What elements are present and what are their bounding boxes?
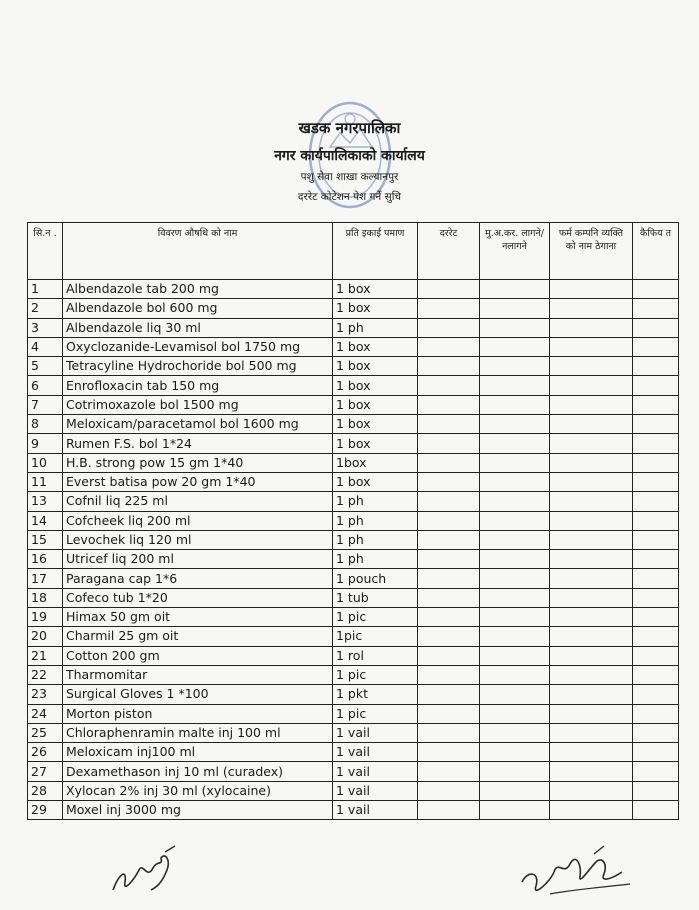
firm-cell [550, 588, 633, 607]
table-row [28, 434, 679, 453]
unit-cell: 1 box [333, 376, 418, 395]
rate-cell [418, 453, 480, 472]
table-row [28, 376, 679, 395]
table-row [28, 743, 679, 762]
rate-cell [418, 434, 480, 453]
col-unit-header: प्रति इकाई पमाण [333, 223, 418, 280]
rate-cell [418, 743, 480, 762]
remarks-cell [633, 801, 679, 820]
serial-cell: 21 [28, 646, 63, 665]
col-description-header: विवरण औषधि को नाम [63, 223, 333, 280]
rate-cell [418, 280, 480, 299]
remarks-cell [633, 357, 679, 376]
rate-cell [418, 395, 480, 414]
remarks-cell [633, 299, 679, 318]
signature-right-icon [510, 842, 640, 910]
vat-cell [480, 569, 550, 588]
table-row [28, 453, 679, 472]
rate-cell [418, 337, 480, 356]
item-name-cell: Tharmomitar [63, 665, 333, 684]
serial-cell: 11 [28, 472, 63, 491]
remarks-cell [633, 511, 679, 530]
item-name-cell: Cotrimoxazole bol 1500 mg [63, 395, 333, 414]
serial-cell: 23 [28, 685, 63, 704]
item-name-cell: Cofcheek liq 200 ml [63, 511, 333, 530]
item-name-cell: Chloraphenramin malte inj 100 ml [63, 723, 333, 742]
firm-cell [550, 569, 633, 588]
serial-cell: 18 [28, 588, 63, 607]
vat-cell [480, 743, 550, 762]
table-row [28, 299, 679, 318]
col-remarks-header: कैफिय त [633, 223, 679, 280]
rate-cell [418, 318, 480, 337]
vat-cell [480, 357, 550, 376]
unit-cell: 1 ph [333, 511, 418, 530]
firm-cell [550, 530, 633, 549]
vat-cell [480, 492, 550, 511]
remarks-cell [633, 337, 679, 356]
rate-cell [418, 627, 480, 646]
serial-cell: 5 [28, 357, 63, 376]
rate-cell [418, 588, 480, 607]
unit-cell: 1 box [333, 357, 418, 376]
vat-cell [480, 472, 550, 491]
vat-cell [480, 337, 550, 356]
serial-cell: 24 [28, 704, 63, 723]
item-name-cell: Tetracyline Hydrochoride bol 500 mg [63, 357, 333, 376]
table-row [28, 665, 679, 684]
rate-cell [418, 704, 480, 723]
serial-cell: 8 [28, 415, 63, 434]
firm-cell [550, 453, 633, 472]
item-name-cell: Albendazole tab 200 mg [63, 280, 333, 299]
remarks-cell [633, 415, 679, 434]
serial-cell: 9 [28, 434, 63, 453]
remarks-cell [633, 453, 679, 472]
firm-cell [550, 280, 633, 299]
item-name-cell: H.B. strong pow 15 gm 1*40 [63, 453, 333, 472]
remarks-cell [633, 665, 679, 684]
remarks-cell [633, 588, 679, 607]
col-rate-header: दररेट [418, 223, 480, 280]
vat-cell [480, 781, 550, 800]
remarks-cell [633, 530, 679, 549]
serial-cell: 16 [28, 550, 63, 569]
rate-cell [418, 299, 480, 318]
vat-cell [480, 588, 550, 607]
firm-cell [550, 415, 633, 434]
rate-cell [418, 530, 480, 549]
unit-cell: 1 box [333, 434, 418, 453]
unit-cell: 1 pic [333, 608, 418, 627]
table-row [28, 704, 679, 723]
table-row [28, 472, 679, 491]
vat-cell [480, 280, 550, 299]
serial-cell: 6 [28, 376, 63, 395]
vat-cell [480, 723, 550, 742]
firm-cell [550, 318, 633, 337]
firm-cell [550, 801, 633, 820]
unit-cell: 1pic [333, 627, 418, 646]
firm-cell [550, 299, 633, 318]
firm-cell [550, 704, 633, 723]
vat-cell [480, 762, 550, 781]
vat-cell [480, 376, 550, 395]
unit-cell: 1 pkt [333, 685, 418, 704]
table-row [28, 337, 679, 356]
table-row [28, 608, 679, 627]
unit-cell: 1 pic [333, 665, 418, 684]
serial-cell: 29 [28, 801, 63, 820]
firm-cell [550, 762, 633, 781]
firm-cell [550, 376, 633, 395]
serial-cell: 19 [28, 608, 63, 627]
table-row [28, 550, 679, 569]
col-firm-header: फर्म कम्पनि व्यक्ति को नाम ठेगाना [550, 223, 633, 280]
firm-cell [550, 472, 633, 491]
table-header-row [28, 223, 679, 280]
serial-cell: 7 [28, 395, 63, 414]
rate-cell [418, 665, 480, 684]
unit-cell: 1 vail [333, 801, 418, 820]
serial-cell: 3 [28, 318, 63, 337]
col-serial-header: सि.न . [28, 223, 63, 280]
remarks-cell [633, 434, 679, 453]
firm-cell [550, 723, 633, 742]
vat-cell [480, 627, 550, 646]
item-name-cell: Meloxicam inj100 ml [63, 743, 333, 762]
remarks-cell [633, 318, 679, 337]
rate-cell [418, 376, 480, 395]
item-name-cell: Charmil 25 gm oit [63, 627, 333, 646]
table-row [28, 492, 679, 511]
vat-cell [480, 801, 550, 820]
firm-cell [550, 627, 633, 646]
firm-cell [550, 646, 633, 665]
unit-cell: 1 pouch [333, 569, 418, 588]
rate-cell [418, 762, 480, 781]
remarks-cell [633, 704, 679, 723]
table-row [28, 511, 679, 530]
vat-cell [480, 646, 550, 665]
remarks-cell [633, 723, 679, 742]
item-name-cell: Paragana cap 1*6 [63, 569, 333, 588]
remarks-cell [633, 627, 679, 646]
rate-cell [418, 723, 480, 742]
firm-cell [550, 608, 633, 627]
unit-cell: 1 vail [333, 743, 418, 762]
signature-left-icon [105, 840, 185, 900]
serial-cell: 13 [28, 492, 63, 511]
document-title: दररेट कोटेशन पेश गर्ने सुचि [297, 191, 402, 203]
office-title: नगर कार्यपालिकाको कार्यालय [274, 148, 425, 164]
vat-cell [480, 453, 550, 472]
unit-cell: 1 rol [333, 646, 418, 665]
firm-cell [550, 550, 633, 569]
remarks-cell [633, 395, 679, 414]
table-body [28, 280, 679, 820]
firm-cell [550, 357, 633, 376]
item-name-cell: Himax 50 gm oit [63, 608, 333, 627]
table-row [28, 723, 679, 742]
remarks-cell [633, 569, 679, 588]
table-row [28, 801, 679, 820]
table-row [28, 280, 679, 299]
serial-cell: 25 [28, 723, 63, 742]
firm-cell [550, 665, 633, 684]
table-row [28, 646, 679, 665]
serial-cell: 26 [28, 743, 63, 762]
item-name-cell: Albendazole bol 600 mg [63, 299, 333, 318]
firm-cell [550, 511, 633, 530]
unit-cell: 1 box [333, 299, 418, 318]
serial-cell: 15 [28, 530, 63, 549]
remarks-cell [633, 685, 679, 704]
unit-cell: 1 ph [333, 530, 418, 549]
item-name-cell: Enrofloxacin tab 150 mg [63, 376, 333, 395]
rate-cell [418, 646, 480, 665]
unit-cell: 1 tub [333, 588, 418, 607]
unit-cell: 1 pic [333, 704, 418, 723]
remarks-cell [633, 472, 679, 491]
remarks-cell [633, 280, 679, 299]
serial-cell: 22 [28, 665, 63, 684]
unit-cell: 1 vail [333, 762, 418, 781]
item-name-cell: Everst batisa pow 20 gm 1*40 [63, 472, 333, 491]
item-name-cell: Moxel inj 3000 mg [63, 801, 333, 820]
unit-cell: 1 vail [333, 781, 418, 800]
item-name-cell: Dexamethason inj 10 ml (curadex) [63, 762, 333, 781]
vat-cell [480, 318, 550, 337]
serial-cell: 28 [28, 781, 63, 800]
unit-cell: 1box [333, 453, 418, 472]
serial-cell: 14 [28, 511, 63, 530]
item-name-cell: Rumen F.S. bol 1*24 [63, 434, 333, 453]
municipality-title: खडक नगरपालिका [298, 119, 401, 137]
table-row [28, 415, 679, 434]
vat-cell [480, 550, 550, 569]
vat-cell [480, 511, 550, 530]
remarks-cell [633, 376, 679, 395]
item-name-cell: Utricef liq 200 ml [63, 550, 333, 569]
rate-cell [418, 550, 480, 569]
firm-cell [550, 434, 633, 453]
firm-cell [550, 781, 633, 800]
vat-cell [480, 395, 550, 414]
table-row [28, 627, 679, 646]
serial-cell: 2 [28, 299, 63, 318]
unit-cell: 1 ph [333, 318, 418, 337]
rate-cell [418, 472, 480, 491]
firm-cell [550, 685, 633, 704]
unit-cell: 1 box [333, 395, 418, 414]
table-row [28, 781, 679, 800]
firm-cell [550, 337, 633, 356]
unit-cell: 1 ph [333, 550, 418, 569]
vat-cell [480, 665, 550, 684]
vat-cell [480, 608, 550, 627]
item-name-cell: Albendazole liq 30 ml [63, 318, 333, 337]
serial-cell: 17 [28, 569, 63, 588]
remarks-cell [633, 550, 679, 569]
rate-cell [418, 608, 480, 627]
rate-cell [418, 569, 480, 588]
firm-cell [550, 743, 633, 762]
item-name-cell: Levochek liq 120 ml [63, 530, 333, 549]
item-name-cell: Meloxicam/paracetamol bol 1600 mg [63, 415, 333, 434]
rate-cell [418, 781, 480, 800]
firm-cell [550, 492, 633, 511]
col-vat-header: मु.अ.कर. लागने/नलागने [480, 223, 550, 280]
table-row [28, 357, 679, 376]
item-name-cell: Xylocan 2% inj 30 ml (xylocaine) [63, 781, 333, 800]
rate-cell [418, 685, 480, 704]
table-row [28, 569, 679, 588]
item-name-cell: Cofnil liq 225 ml [63, 492, 333, 511]
vat-cell [480, 299, 550, 318]
item-name-cell: Cofeco tub 1*20 [63, 588, 333, 607]
quotation-table [27, 222, 679, 820]
unit-cell: 1 box [333, 472, 418, 491]
vat-cell [480, 415, 550, 434]
remarks-cell [633, 762, 679, 781]
unit-cell: 1 box [333, 337, 418, 356]
rate-cell [418, 492, 480, 511]
serial-cell: 10 [28, 453, 63, 472]
rate-cell [418, 415, 480, 434]
rate-cell [418, 511, 480, 530]
remarks-cell [633, 646, 679, 665]
vat-cell [480, 685, 550, 704]
remarks-cell [633, 492, 679, 511]
remarks-cell [633, 608, 679, 627]
rate-cell [418, 801, 480, 820]
rate-cell [418, 357, 480, 376]
item-name-cell: Oxyclozanide-Levamisol bol 1750 mg [63, 337, 333, 356]
serial-cell: 27 [28, 762, 63, 781]
unit-cell: 1 box [333, 415, 418, 434]
table-row [28, 588, 679, 607]
section-title: पशु सेवा शाखा कल्यानपुर [300, 171, 399, 183]
remarks-cell [633, 743, 679, 762]
vat-cell [480, 530, 550, 549]
serial-cell: 20 [28, 627, 63, 646]
vat-cell [480, 704, 550, 723]
firm-cell [550, 395, 633, 414]
item-name-cell: Morton piston [63, 704, 333, 723]
item-name-cell: Cotton 200 gm [63, 646, 333, 665]
table-row [28, 530, 679, 549]
serial-cell: 4 [28, 337, 63, 356]
table-row [28, 318, 679, 337]
table-row [28, 762, 679, 781]
vat-cell [480, 434, 550, 453]
table-row [28, 685, 679, 704]
unit-cell: 1 vail [333, 723, 418, 742]
unit-cell: 1 box [333, 280, 418, 299]
item-name-cell: Surgical Gloves 1 *100 [63, 685, 333, 704]
unit-cell: 1 ph [333, 492, 418, 511]
remarks-cell [633, 781, 679, 800]
table-row [28, 395, 679, 414]
serial-cell: 1 [28, 280, 63, 299]
